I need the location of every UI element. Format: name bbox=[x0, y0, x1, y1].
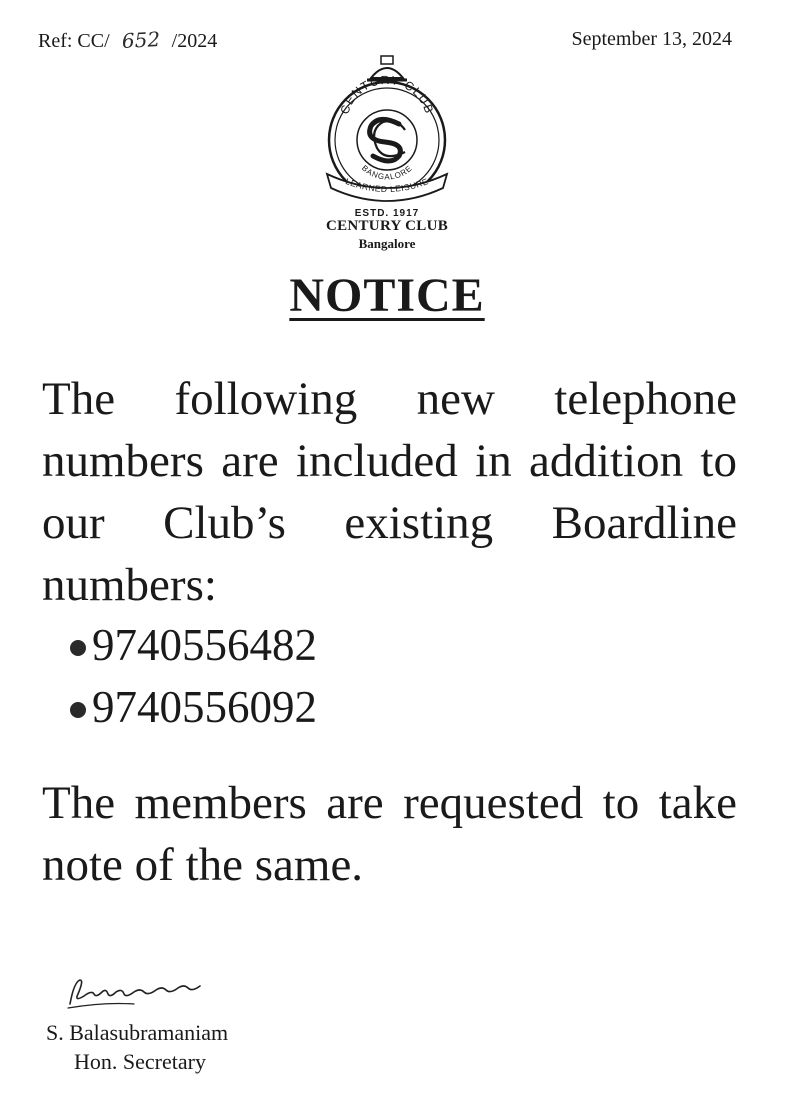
bullet-icon bbox=[70, 702, 86, 718]
crest-ribbon-text: LEARNED LEISURE bbox=[344, 176, 430, 195]
phone-number: 9740556092 bbox=[92, 682, 317, 732]
notice-title: NOTICE bbox=[289, 269, 485, 322]
signatory-title: Hon. Secretary bbox=[74, 1049, 206, 1074]
notice-body: The following new telephone numbers are included in addition to our Club’s existing Boardline numbers: bbox=[42, 373, 737, 611]
crest-band-text: BANGALORE bbox=[359, 163, 415, 182]
century-club-crest-icon bbox=[319, 52, 455, 220]
svg-text:BANGALORE bbox=[360, 164, 414, 182]
club-city: Bangalore bbox=[358, 236, 416, 251]
ref-suffix: /2024 bbox=[171, 30, 218, 52]
ref-number-handwritten: 652 bbox=[120, 27, 161, 53]
reference-number bbox=[38, 28, 217, 53]
phone-list bbox=[70, 614, 317, 738]
crest-arc-text: CENTURY CLUB bbox=[337, 72, 437, 116]
notice-closing: The members are requested to take note of the same. bbox=[42, 777, 737, 891]
ref-prefix: Ref: CC/ bbox=[38, 30, 110, 52]
phone-list-item bbox=[70, 676, 317, 738]
crest-estd-text: ESTD. 1917 bbox=[354, 208, 420, 219]
signatory-name: S. Balasubramaniam bbox=[46, 1020, 229, 1045]
phone-number: 9740556482 bbox=[92, 620, 317, 670]
bullet-icon bbox=[70, 640, 86, 656]
phone-list-item bbox=[70, 614, 317, 676]
signatory bbox=[46, 1018, 228, 1076]
club-name: CENTURY CLUB bbox=[325, 218, 449, 234]
handwritten-signature-icon bbox=[64, 972, 214, 1012]
notice-date: September 13, 2024 bbox=[571, 28, 732, 50]
